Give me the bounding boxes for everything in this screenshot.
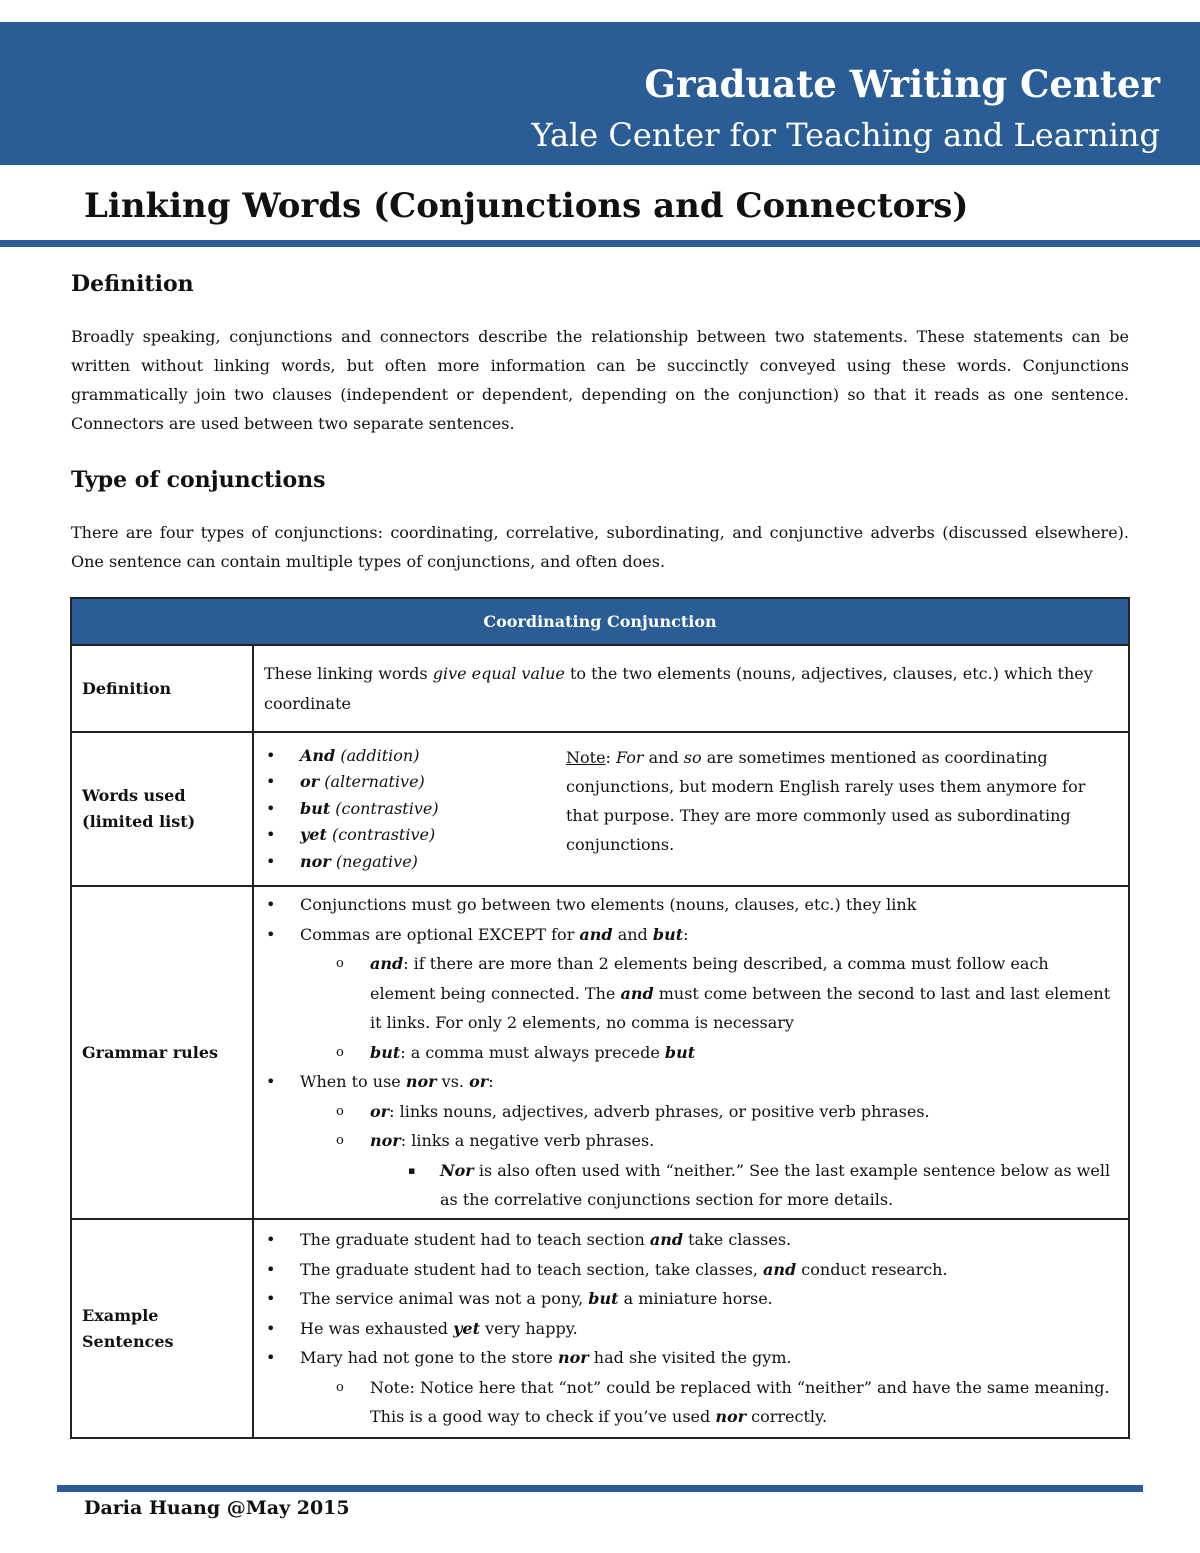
list-item: o nor: links a negative verb phrases.: [264, 1126, 1114, 1156]
footer-author: Daria Huang @May 2015: [84, 1497, 350, 1519]
list-item: o Note: Notice here that “not” could be replaced with “neither” and have the same meaning. This is a good way to check if you’ve used nor correctly.: [264, 1373, 1114, 1432]
table-header: Coordinating Conjunction: [71, 598, 1129, 645]
list-item: • The graduate student had to teach section and take classes.: [264, 1225, 1114, 1255]
table-row-examples: [71, 1219, 1129, 1438]
row-label-words-used: Words used (limited list): [71, 732, 253, 886]
list-item: o but: a comma must always precede but: [264, 1038, 1114, 1068]
footer-divider: [57, 1485, 1143, 1492]
list-item: • He was exhausted yet very happy.: [264, 1314, 1114, 1344]
list-item: • but (contrastive): [264, 796, 566, 823]
types-paragraph: There are four types of conjunctions: coordinating, correlative, subordinating, and conjunctive adverbs (discussed elsewhere). One sentence can contain multiple types of conjunctions, and often does.: [71, 523, 1129, 571]
list-item: • When to use nor vs. or:: [264, 1067, 1114, 1097]
list-item: • The service animal was not a pony, but a miniature horse.: [264, 1284, 1114, 1314]
header-banner: [0, 22, 1200, 165]
definition-cell: These linking words give equal value to the two elements (nouns, adjectives, clauses, etc.) which they coordinate: [253, 645, 1129, 732]
coordinating-conjunction-table: [70, 597, 1130, 1439]
table-row-words-used: [71, 732, 1129, 886]
list-item: • Conjunctions must go between two elements (nouns, clauses, etc.) they link: [264, 890, 1114, 920]
definition-paragraph: Broadly speaking, conjunctions and connectors describe the relationship between two statements. These statements can be written without linking words, but often more information can be succinctly conveyed using these words. Conjunctions grammatically join two clauses (independent or dependent, depending on the conjunction) so that it reads as one sentence. Connectors are used between two separate sentences.: [71, 327, 1129, 433]
row-label-grammar-rules: Grammar rules: [71, 886, 253, 1219]
list-item: • yet (contrastive): [264, 822, 566, 849]
list-item: o or: links nouns, adjectives, adverb phrases, or positive verb phrases.: [264, 1097, 1114, 1127]
definition-heading: Definition: [71, 271, 194, 297]
row-label-definition: Definition: [71, 645, 253, 732]
list-item: • Commas are optional EXCEPT for and and but:: [264, 920, 1114, 950]
list-item: • or (alternative): [264, 769, 566, 796]
grammar-rules-cell: [253, 886, 1129, 1219]
list-item: • nor (negative): [264, 849, 566, 876]
row-label-examples: Example Sentences: [71, 1219, 253, 1438]
page-title: Linking Words (Conjunctions and Connectors): [84, 186, 969, 226]
list-item: ▪ Nor is also often used with “neither.” See the last example sentence below as well as the correlative conjunctions section for more details.: [264, 1156, 1114, 1215]
table-row-definition: [71, 645, 1129, 732]
examples-cell: [253, 1219, 1129, 1438]
table-row-grammar-rules: [71, 886, 1129, 1219]
list-item: • Mary had not gone to the store nor had she visited the gym.: [264, 1343, 1114, 1373]
conjunction-list: [264, 743, 566, 876]
words-used-cell: [253, 732, 1129, 886]
title-divider: [0, 240, 1200, 247]
types-heading: Type of conjunctions: [71, 467, 326, 493]
list-item: • And (addition): [264, 743, 566, 770]
list-item: • The graduate student had to teach section, take classes, and conduct research.: [264, 1255, 1114, 1285]
words-note: Note: For and so are sometimes mentioned as coordinating conjunctions, but modern English rarely uses them anymore for that purpose. They are more commonly used as subordinating conjunctions.: [566, 747, 1086, 854]
list-item: o and: if there are more than 2 elements being described, a comma must follow each element being connected. The and must come between the second to last and last element it links. For only 2 elements, no comma is necessary: [264, 949, 1114, 1038]
header-subtitle: Yale Center for Teaching and Learning: [531, 116, 1160, 154]
header-title: Graduate Writing Center: [644, 62, 1160, 106]
